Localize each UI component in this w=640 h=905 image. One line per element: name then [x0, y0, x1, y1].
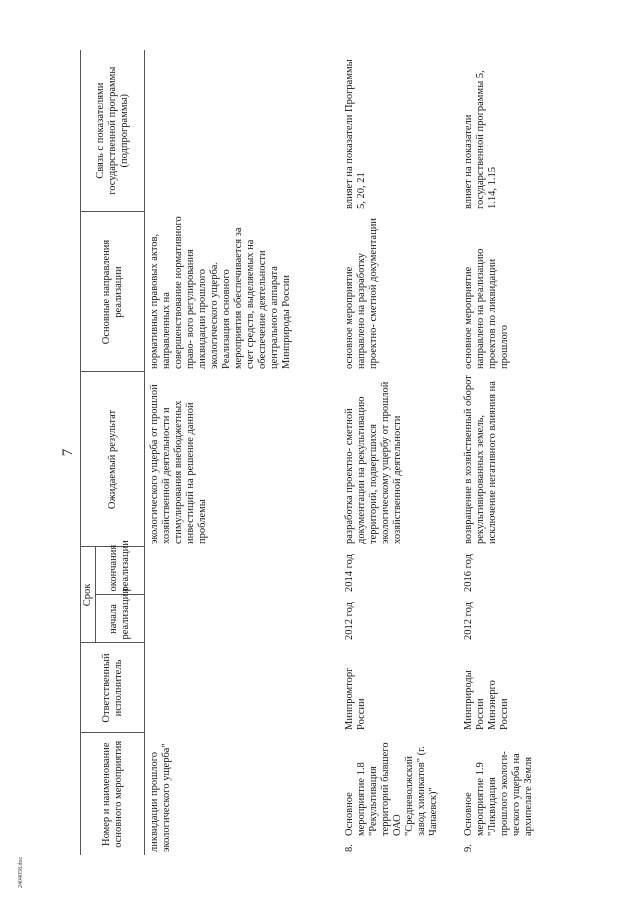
table-row — [338, 50, 457, 855]
row-link: влияет на показатели государственной программы 5, 1.14, 1.15 — [463, 70, 498, 209]
row-start: 2012 год — [463, 602, 474, 640]
row-directions: основное мероприятие направлено на разработку проектно- сметной документации — [344, 218, 379, 369]
row-executor: Минприроды России Минэнерго России — [463, 670, 510, 730]
table-row — [457, 50, 604, 855]
continuation-directions: нормативных правовых актов, направленных на совершенствование нормативного право- вого регулирования ликвидации прошлого экологического ущерба. Реализация основного мероприятия обеспечивается за счет средств, выделяемых на обеспечение деятельности центрального аппарата Минприроды России — [149, 216, 292, 369]
table-row — [145, 50, 339, 855]
header-name: Номер и наименование основного мероприятия — [81, 733, 145, 855]
header-end: окончания реализации — [96, 547, 145, 595]
row-end: 2014 год — [344, 554, 355, 592]
row-end: 2016 год — [463, 554, 474, 592]
row-directions: основное мероприятие направлено на реализацию проектов по ликвидации прошлого — [463, 248, 510, 369]
row-name: 9.Основное мероприятие 1.9 "Ликвидация прошлого экологи- ческого ущерба на архипелаге Земля — [463, 751, 534, 852]
row-number: 9. — [463, 844, 474, 852]
rotated-page — [60, 50, 605, 855]
page-number: 7 — [60, 448, 76, 457]
row-number: 8. — [344, 844, 355, 852]
row-executor: Минпромторг России — [344, 667, 367, 730]
row-link: влияет на показатели Программы 5, 20, 21 — [344, 59, 367, 209]
row-start: 2012 год — [344, 602, 355, 640]
header-directions: Основные направления реализации — [81, 212, 145, 372]
continuation-name: ликвидации прошлого экологического ущерба" — [149, 743, 172, 852]
header-start: начала реализации — [96, 595, 145, 643]
measures-table — [80, 50, 604, 855]
header-link: Связь с показателями государственной программы (подпрограммы) — [81, 50, 145, 212]
row-result: разработка проектно- сметной документации на рекультивацию территорий, подвергшихся экологическому ущербу от прошлой хозяйственной деятельности — [344, 381, 403, 544]
header-executor: Ответственный исполнитель — [81, 643, 145, 733]
document-footer: 2404058.doc — [18, 856, 24, 888]
continuation-result: экологического ущерба от прошлой хозяйственной деятельности и стимулирования внебюджетных инвестиций на решение данной проблемы — [149, 384, 208, 544]
row-result: возвращение в хозяйственный оборот рекультивированных земель, исключение негативного влияния на — [463, 375, 498, 544]
header-term: Срок — [81, 547, 96, 643]
header-result: Ожидаемый результат — [81, 372, 145, 547]
row-name: 8.Основное мероприятие 1.8 "Рекультивация территорий бывшего ОАО "Средневолжский завод химикатов" (г. Чапаевск)" — [344, 742, 439, 852]
